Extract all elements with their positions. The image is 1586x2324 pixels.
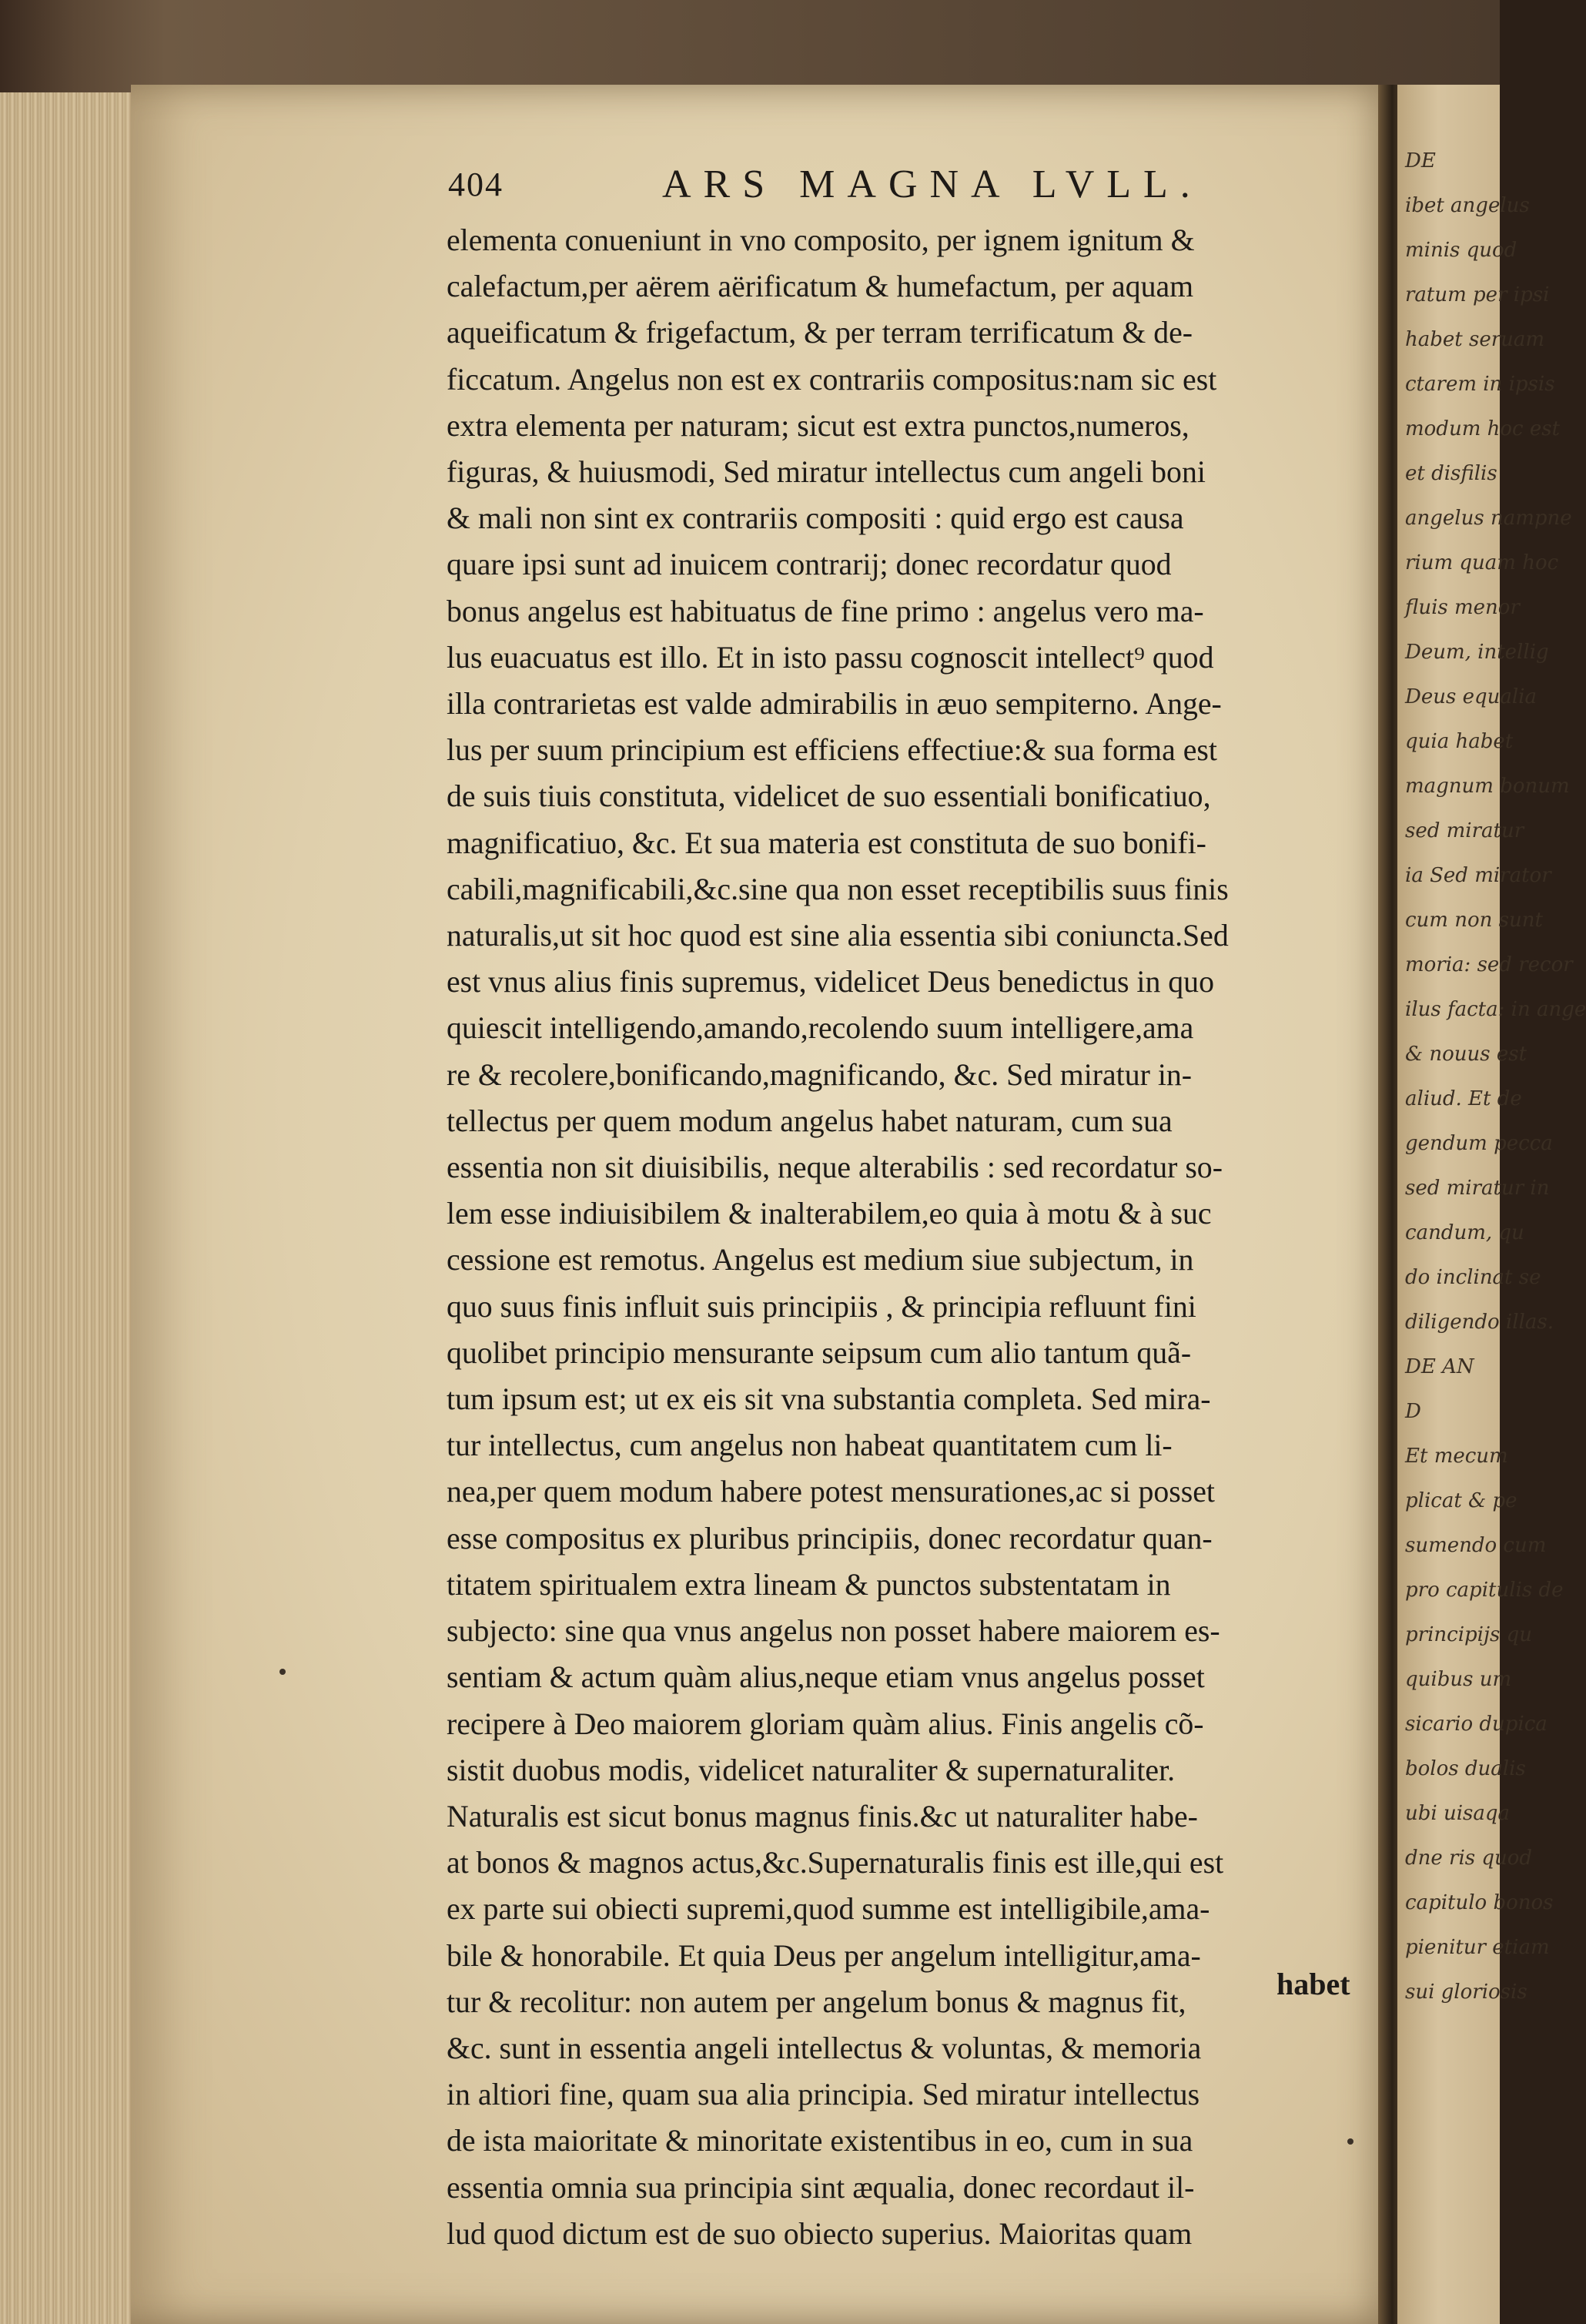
text-line: cabili,magnificabili,&c.sine qua non esset receptibilis suus finis xyxy=(447,872,1229,906)
folio-number: 404 xyxy=(448,166,504,203)
facing-page-fragment: ilus facta: in ange xyxy=(1405,998,1586,1021)
text-line: sentiam & actum quàm alius,neque etiam vnus angelus posset xyxy=(447,1660,1205,1695)
facing-page-fragment: & nouus est xyxy=(1405,1043,1527,1066)
text-line: & mali non sint ex contrariis compositi : quid ergo est causa xyxy=(447,501,1184,536)
text-line: cessione est remotus. Angelus est medium siue subjectum, in xyxy=(447,1243,1194,1278)
text-line: essentia non sit diuisibilis, neque alterabilis : sed recordatur so- xyxy=(447,1150,1223,1185)
facing-page-fragment: bolos dualis xyxy=(1405,1757,1526,1780)
facing-page-fragment: modum hoc est xyxy=(1405,417,1561,440)
text-line: tur & recolitur: non autem per angelum bonus & magnus fit, xyxy=(447,1984,1186,2019)
facing-page-fragment: do inclinat se xyxy=(1405,1266,1541,1289)
catchword: habet xyxy=(1276,1967,1350,2001)
facing-page-fragment: pro capitulis de xyxy=(1405,1579,1564,1602)
text-line: ex parte sui obiecti supremi,quod summe est intelligibile,ama- xyxy=(447,1892,1210,1927)
text-line: tum ipsum est; ut ex eis sit vna substantia completa. Sed mira- xyxy=(447,1382,1211,1417)
facing-page-fragment: rium quam hoc xyxy=(1405,551,1559,574)
text-line: naturalis,ut sit hoc quod est sine alia essentia sibi coniuncta.Sed xyxy=(447,919,1229,953)
text-line: Naturalis est sicut bonus magnus finis.&c ut naturaliter habe- xyxy=(447,1799,1198,1833)
ink-spot xyxy=(279,1669,286,1675)
text-line: nea,per quem modum habere potest mensurationes,ac si posset xyxy=(447,1475,1215,1509)
facing-page-fragment: sumendo cum xyxy=(1405,1534,1547,1557)
facing-page-fragment: sed miratur xyxy=(1405,819,1524,842)
facing-page-fragment: fluis menor xyxy=(1405,596,1520,619)
facing-page-fragment: principijs qu xyxy=(1405,1623,1533,1646)
text-line: illa contrarietas est valde admirabilis in æuo sempiterno. Ange- xyxy=(447,687,1222,722)
facing-page-fragment: ia Sed mirator xyxy=(1405,864,1551,887)
text-line: bonus angelus est habituatus de fine primo : angelus vero ma- xyxy=(447,594,1204,628)
text-line: bile & honorabile. Et quia Deus per angelum intelligitur,ama- xyxy=(447,1938,1201,1973)
facing-page-fragment: quia habet xyxy=(1405,730,1514,753)
text-line: re & recolere,bonificando,magnificando, &c. Sed miratur in- xyxy=(447,1057,1193,1092)
text-line: de suis tiuis constituta, videlicet de suo essentiali bonificatiuo, xyxy=(447,779,1211,814)
facing-page-fragment: ibet angelus xyxy=(1405,194,1530,217)
facing-page-fragment: dne ris quod xyxy=(1405,1847,1533,1870)
text-line: figuras, & huiusmodi, Sed miratur intellectus cum angeli boni xyxy=(447,455,1206,490)
text-line: quolibet principio mensurante seipsum cum alio tantum quã- xyxy=(447,1335,1192,1370)
facing-page-fragment: angelus nampne xyxy=(1405,507,1572,530)
main-text-block xyxy=(447,217,1390,2257)
text-line: extra elementa per naturam; sicut est extra punctos,numeros, xyxy=(447,408,1190,443)
text-line: sistit duobus modis, videlicet naturaliter & supernaturaliter. xyxy=(447,1753,1176,1787)
facing-page-fragment: sicario dupica xyxy=(1405,1713,1548,1736)
facing-page-fragment: minis quod xyxy=(1405,239,1517,262)
facing-page xyxy=(1397,85,1586,2324)
facing-page-fragment: capitulo bonos xyxy=(1405,1891,1554,1914)
facing-page-fragment: candum, qu xyxy=(1405,1221,1524,1244)
text-line: calefactum,per aërem aërificatum & humefactum, per aquam xyxy=(447,270,1194,304)
facing-page-fragment: habet seruam xyxy=(1405,328,1545,351)
facing-page-fragment: D xyxy=(1405,1400,1421,1423)
facing-page-fragment: ubi uisaqa xyxy=(1405,1802,1511,1825)
facing-page-fragment: cum non sunt xyxy=(1405,909,1543,932)
text-line: lus euacuatus est illo. Et in isto passu cognoscit intellect⁹ quod xyxy=(447,640,1214,675)
page-edges xyxy=(0,92,139,2324)
facing-page-fragment: sui gloriosis xyxy=(1405,1981,1527,2004)
running-title: ARS MAGNA LVLL. xyxy=(662,162,1203,206)
facing-page-fragment: ctarem in ipsis xyxy=(1405,373,1555,396)
text-line: titatem spiritualem extra lineam & punctos substentatam in xyxy=(447,1567,1171,1602)
facing-page-fragment: DE AN xyxy=(1405,1355,1474,1378)
text-line: quo suus finis influit suis principiis , & principia refluunt fini xyxy=(447,1289,1196,1324)
text-line: quare ipsi sunt ad inuicem contrarij; donec recordatur quod xyxy=(447,548,1172,582)
facing-page-fragment: aliud. Et de xyxy=(1405,1087,1522,1110)
text-line: lus per suum principium est efficiens effectiue:& sua forma est xyxy=(447,733,1217,768)
facing-page-fragment: ratum per ipsi xyxy=(1405,283,1550,306)
text-line: de ista maioritate & minoritate existentibus in eo, cum in sua xyxy=(447,2124,1193,2158)
text-line: lem esse indiuisibilem & inalterabilem,eo quia à motu & à suc xyxy=(447,1197,1212,1231)
facing-page-text xyxy=(1397,85,1586,2014)
text-line: est vnus alius finis supremus, videlicet Deus benedictus in quo xyxy=(447,965,1214,1000)
facing-page-fragment: Et mecum xyxy=(1405,1445,1508,1468)
facing-page-fragment: moria: sed recor xyxy=(1405,953,1573,976)
facing-page-fragment: sed miratur in xyxy=(1405,1177,1550,1200)
facing-page-fragment: quibus um xyxy=(1405,1668,1512,1691)
text-line: quiescit intelligendo,amando,recolendo suum intelligere,ama xyxy=(447,1011,1194,1046)
text-line: subjecto: sine qua vnus angelus non posset habere maiorem es- xyxy=(447,1614,1220,1649)
text-line: magnificatiuo, &c. Et sua materia est constituta de suo bonifi- xyxy=(447,825,1206,860)
facing-page-fragment: Deum, intellig xyxy=(1405,641,1549,664)
text-line: tur intellectus, cum angelus non habeat quantitatem cum li- xyxy=(447,1428,1173,1463)
text-line: at bonos & magnos actus,&c.Supernaturalis finis est ille,qui est xyxy=(447,1846,1224,1880)
facing-page-fragment: diligendo illas. xyxy=(1405,1311,1554,1334)
text-line: tellectus per quem modum angelus habet naturam, cum sua xyxy=(447,1103,1173,1138)
ink-spot xyxy=(1347,2138,1353,2145)
text-line: esse compositus ex pluribus principiis, donec recordatur quan- xyxy=(447,1521,1213,1555)
facing-page-fragment: magnum bonum xyxy=(1405,775,1570,798)
facing-page-fragment: plicat & pe xyxy=(1405,1489,1517,1512)
facing-page-fragment: Deus equalia xyxy=(1405,685,1537,708)
text-line: lud quod dictum est de suo obiecto superius. Maioritas quam xyxy=(447,2216,1193,2251)
text-line: in altiori fine, quam sua alia principia. Sed miratur intellectus xyxy=(447,2078,1200,2112)
text-line: recipere à Deo maiorem gloriam quàm alius. Finis angelis cõ- xyxy=(447,1706,1204,1741)
text-line: aqueificatum & frigefactum, & per terram terrificatum & de- xyxy=(447,316,1193,350)
facing-page-fragment: pienitur etiam xyxy=(1405,1936,1550,1959)
text-line: elementa conueniunt in vno composito, per ignem ignitum & xyxy=(447,223,1195,257)
facing-page-fragment: DE xyxy=(1405,149,1436,172)
facing-page-fragment: et disfilis xyxy=(1405,462,1497,485)
text-line: ficcatum. Angelus non est ex contrariis compositus:nam sic est xyxy=(447,362,1217,397)
text-line: &c. sunt in essentia angeli intellectus & voluntas, & memoria xyxy=(447,2031,1202,2065)
facing-page-fragment: gendum pecca xyxy=(1405,1132,1553,1155)
text-line: essentia omnia sua principia sint æqualia, donec recordaut il- xyxy=(447,2170,1195,2205)
